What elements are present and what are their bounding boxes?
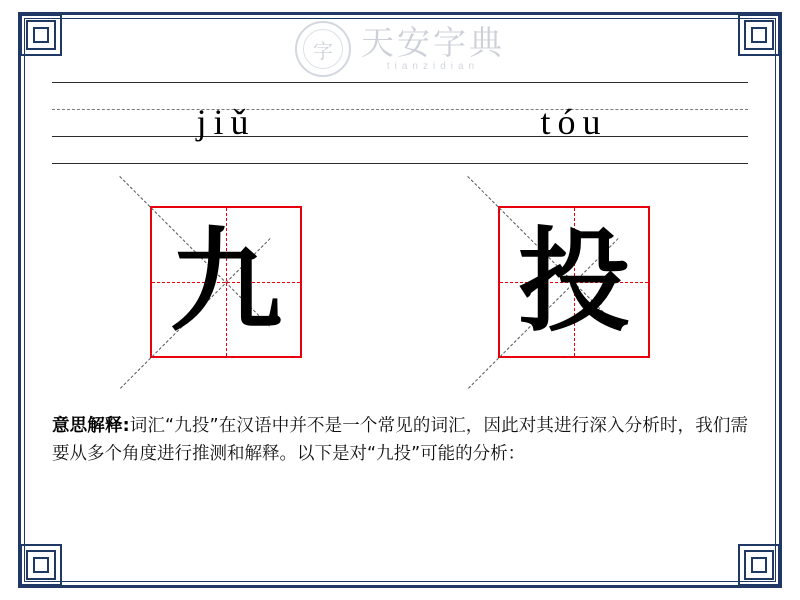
explanation-label: 意思解释: — [52, 416, 130, 436]
character-cell-1 — [52, 202, 400, 362]
pinyin-text-2: tóu — [540, 102, 608, 142]
corner-ornament-bottom-left — [20, 544, 62, 586]
corner-ornament-bottom-right — [738, 544, 780, 586]
character-glyph-2: 投 — [518, 217, 630, 347]
pinyin-cell-1 — [52, 82, 400, 166]
seal-icon: 字 — [295, 21, 351, 77]
pinyin-cell-2 — [400, 82, 748, 166]
explanation-text: 词汇“九投”在汉语中并不是一个常见的词汇，因此对其进行深入分析时，我们需要从多个角度进行推测和解释。以下是对“九投”可能的分析： — [52, 416, 748, 465]
tianzige-grid-2 — [498, 206, 650, 358]
character-cell-2 — [400, 202, 748, 362]
explanation-block — [52, 412, 748, 469]
character-glyph-1: 九 — [170, 217, 282, 347]
corner-ornament-top-left — [20, 14, 62, 56]
pinyin-text-1: jiǔ — [196, 102, 256, 142]
watermark-subtitle: tianzidian — [386, 60, 480, 72]
character-row — [52, 202, 748, 362]
watermark-title: 天安字典 — [361, 23, 505, 63]
pinyin-row — [52, 82, 748, 166]
corner-ornament-top-right — [738, 14, 780, 56]
tianzige-grid-1 — [150, 206, 302, 358]
